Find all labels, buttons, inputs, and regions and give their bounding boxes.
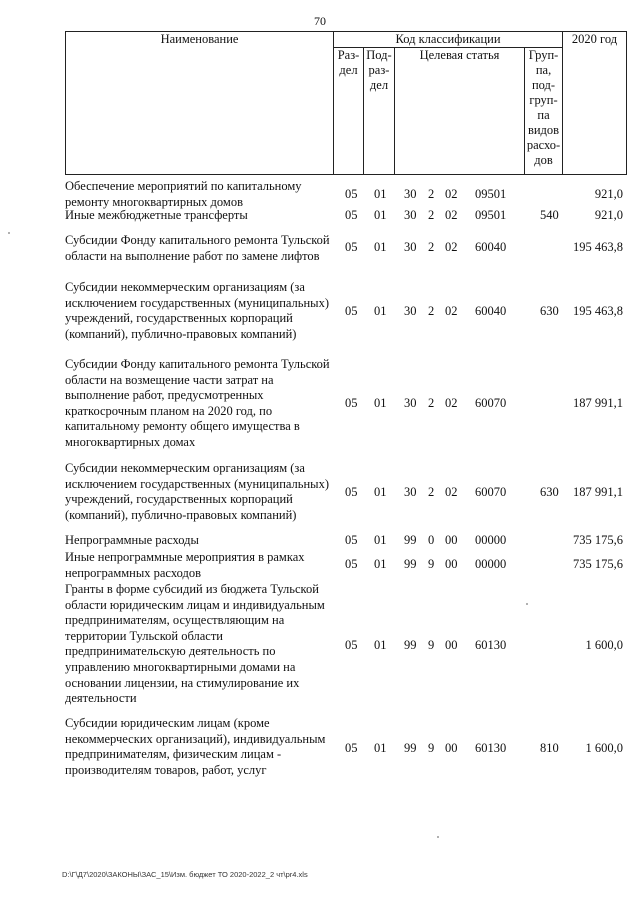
row-subsection: 01 bbox=[374, 741, 387, 755]
row-section: 05 bbox=[345, 485, 358, 499]
scan-speck bbox=[8, 232, 10, 234]
row-target-4: 60040 bbox=[475, 240, 507, 254]
row-target-1: 99 bbox=[404, 533, 417, 547]
row-target-1: 99 bbox=[404, 557, 417, 571]
header-target-article: Целевая статья bbox=[395, 48, 525, 175]
row-section: 05 bbox=[345, 396, 358, 410]
row-target-4: 09501 bbox=[475, 187, 507, 201]
row-name: Обеспечение мероприятий по капитальному ремонту многоквартирных домов bbox=[65, 179, 302, 209]
row-target-4: 60130 bbox=[475, 741, 507, 755]
row-name: Субсидии некоммерческим организациям (за исключением государственных (муниципальных) учреждений, государственных корпораций (компаний), публично-правовых компаний) bbox=[65, 280, 329, 341]
row-subsection: 01 bbox=[374, 187, 387, 201]
row-target-4: 00000 bbox=[475, 533, 507, 547]
row-group: 540 bbox=[540, 208, 559, 222]
row-section: 05 bbox=[345, 741, 358, 755]
row-subsection: 01 bbox=[374, 208, 387, 222]
row-target-3: 02 bbox=[445, 240, 458, 254]
scan-speck bbox=[437, 836, 439, 838]
row-amount: 1 600,0 bbox=[585, 741, 623, 755]
row-amount: 187 991,1 bbox=[573, 485, 623, 499]
row-target-2: 2 bbox=[428, 396, 435, 410]
row-section: 05 bbox=[345, 638, 358, 652]
row-section: 05 bbox=[345, 533, 358, 547]
row-target-3: 02 bbox=[445, 208, 458, 222]
row-subsection: 01 bbox=[374, 638, 387, 652]
row-subsection: 01 bbox=[374, 396, 387, 410]
row-amount: 735 175,6 bbox=[573, 533, 623, 547]
row-target-3: 00 bbox=[445, 741, 458, 755]
file-path-footer: D:\Г\Д7\2020\ЗАКОНЫ\ЗАС_15\Изм. бюджет ТО 2020-2022_2 чт\pr4.xls bbox=[62, 870, 308, 879]
row-section: 05 bbox=[345, 304, 358, 318]
row-target-4: 00000 bbox=[475, 557, 507, 571]
row-subsection: 01 bbox=[374, 240, 387, 254]
row-target-3: 02 bbox=[445, 187, 458, 201]
row-target-1: 30 bbox=[404, 187, 417, 201]
row-amount: 921,0 bbox=[594, 187, 623, 201]
row-section: 05 bbox=[345, 208, 358, 222]
row-target-2: 0 bbox=[428, 533, 435, 547]
row-target-4: 60040 bbox=[475, 304, 507, 318]
table-header bbox=[65, 31, 627, 175]
row-target-3: 00 bbox=[445, 557, 458, 571]
row-target-2: 9 bbox=[428, 741, 435, 755]
page-number: 70 bbox=[314, 14, 326, 28]
row-section: 05 bbox=[345, 240, 358, 254]
row-target-2: 9 bbox=[428, 638, 435, 652]
row-target-3: 02 bbox=[445, 396, 458, 410]
row-section: 05 bbox=[345, 557, 358, 571]
row-group: 630 bbox=[540, 304, 559, 318]
row-group: 630 bbox=[540, 485, 559, 499]
row-name: Субсидии некоммерческим организациям (за исключением государственных (муниципальных) учреждений, государственных корпораций (компаний), публично-правовых компаний) bbox=[65, 461, 329, 522]
row-target-3: 00 bbox=[445, 533, 458, 547]
header-expense-group: Груп- па, под- груп- па видов расхо- дов bbox=[525, 48, 563, 175]
row-target-2: 2 bbox=[428, 304, 435, 318]
row-target-4: 60070 bbox=[475, 396, 507, 410]
row-target-4: 09501 bbox=[475, 208, 507, 222]
row-target-1: 30 bbox=[404, 396, 417, 410]
row-subsection: 01 bbox=[374, 557, 387, 571]
row-name: Гранты в форме субсидий из бюджета Тульской области юридическим лицам и индивидуальным предпринимателям, осуществляющим на территории Тульской области предпринимательскую деятельность по управлению многоквартирными домами на основании лицензии, на стимулирование их деятельности bbox=[65, 582, 325, 706]
row-name: Субсидии Фонду капитального ремонта Тульской области на выполнение работ по замене лифтов bbox=[65, 233, 330, 263]
row-name: Иные межбюджетные трансферты bbox=[65, 208, 248, 222]
row-subsection: 01 bbox=[374, 304, 387, 318]
row-target-2: 2 bbox=[428, 187, 435, 201]
header-name: Наименование bbox=[66, 32, 334, 175]
row-target-2: 9 bbox=[428, 557, 435, 571]
row-name: Субсидии Фонду капитального ремонта Тульской области на возмещение части затрат на выполнение работ, предусмотренных краткосрочным планом на 2020 год, по капитальному ремонту общего имущества в многоквартирных домах bbox=[65, 357, 330, 449]
row-subsection: 01 bbox=[374, 485, 387, 499]
row-target-4: 60070 bbox=[475, 485, 507, 499]
header-section: Раз- дел bbox=[334, 48, 364, 175]
scan-speck bbox=[526, 603, 528, 605]
row-name: Иные непрограммные мероприятия в рамках непрограммных расходов bbox=[65, 550, 305, 580]
header-year: 2020 год bbox=[563, 32, 627, 175]
row-target-3: 02 bbox=[445, 304, 458, 318]
row-target-2: 2 bbox=[428, 208, 435, 222]
row-target-2: 2 bbox=[428, 240, 435, 254]
row-amount: 735 175,6 bbox=[573, 557, 623, 571]
row-target-3: 02 bbox=[445, 485, 458, 499]
row-group: 810 bbox=[540, 741, 559, 755]
row-target-2: 2 bbox=[428, 485, 435, 499]
row-target-4: 60130 bbox=[475, 638, 507, 652]
row-name: Субсидии юридическим лицам (кроме некоммерческих организаций), индивидуальным предпринимателям, физическим лицам - производителям товаров, работ, услуг bbox=[65, 716, 326, 777]
row-amount: 921,0 bbox=[594, 208, 623, 222]
row-amount: 187 991,1 bbox=[573, 396, 623, 410]
row-section: 05 bbox=[345, 187, 358, 201]
row-name: Непрограммные расходы bbox=[65, 533, 199, 547]
row-target-1: 30 bbox=[404, 208, 417, 222]
row-amount: 195 463,8 bbox=[573, 240, 623, 254]
row-target-1: 30 bbox=[404, 485, 417, 499]
header-code-classification: Код классификации bbox=[334, 32, 563, 48]
row-subsection: 01 bbox=[374, 533, 387, 547]
row-amount: 1 600,0 bbox=[585, 638, 623, 652]
row-amount: 195 463,8 bbox=[573, 304, 623, 318]
header-subsection: Под- раз- дел bbox=[364, 48, 395, 175]
row-target-1: 30 bbox=[404, 240, 417, 254]
row-target-1: 99 bbox=[404, 741, 417, 755]
row-target-3: 00 bbox=[445, 638, 458, 652]
row-target-1: 99 bbox=[404, 638, 417, 652]
row-target-1: 30 bbox=[404, 304, 417, 318]
